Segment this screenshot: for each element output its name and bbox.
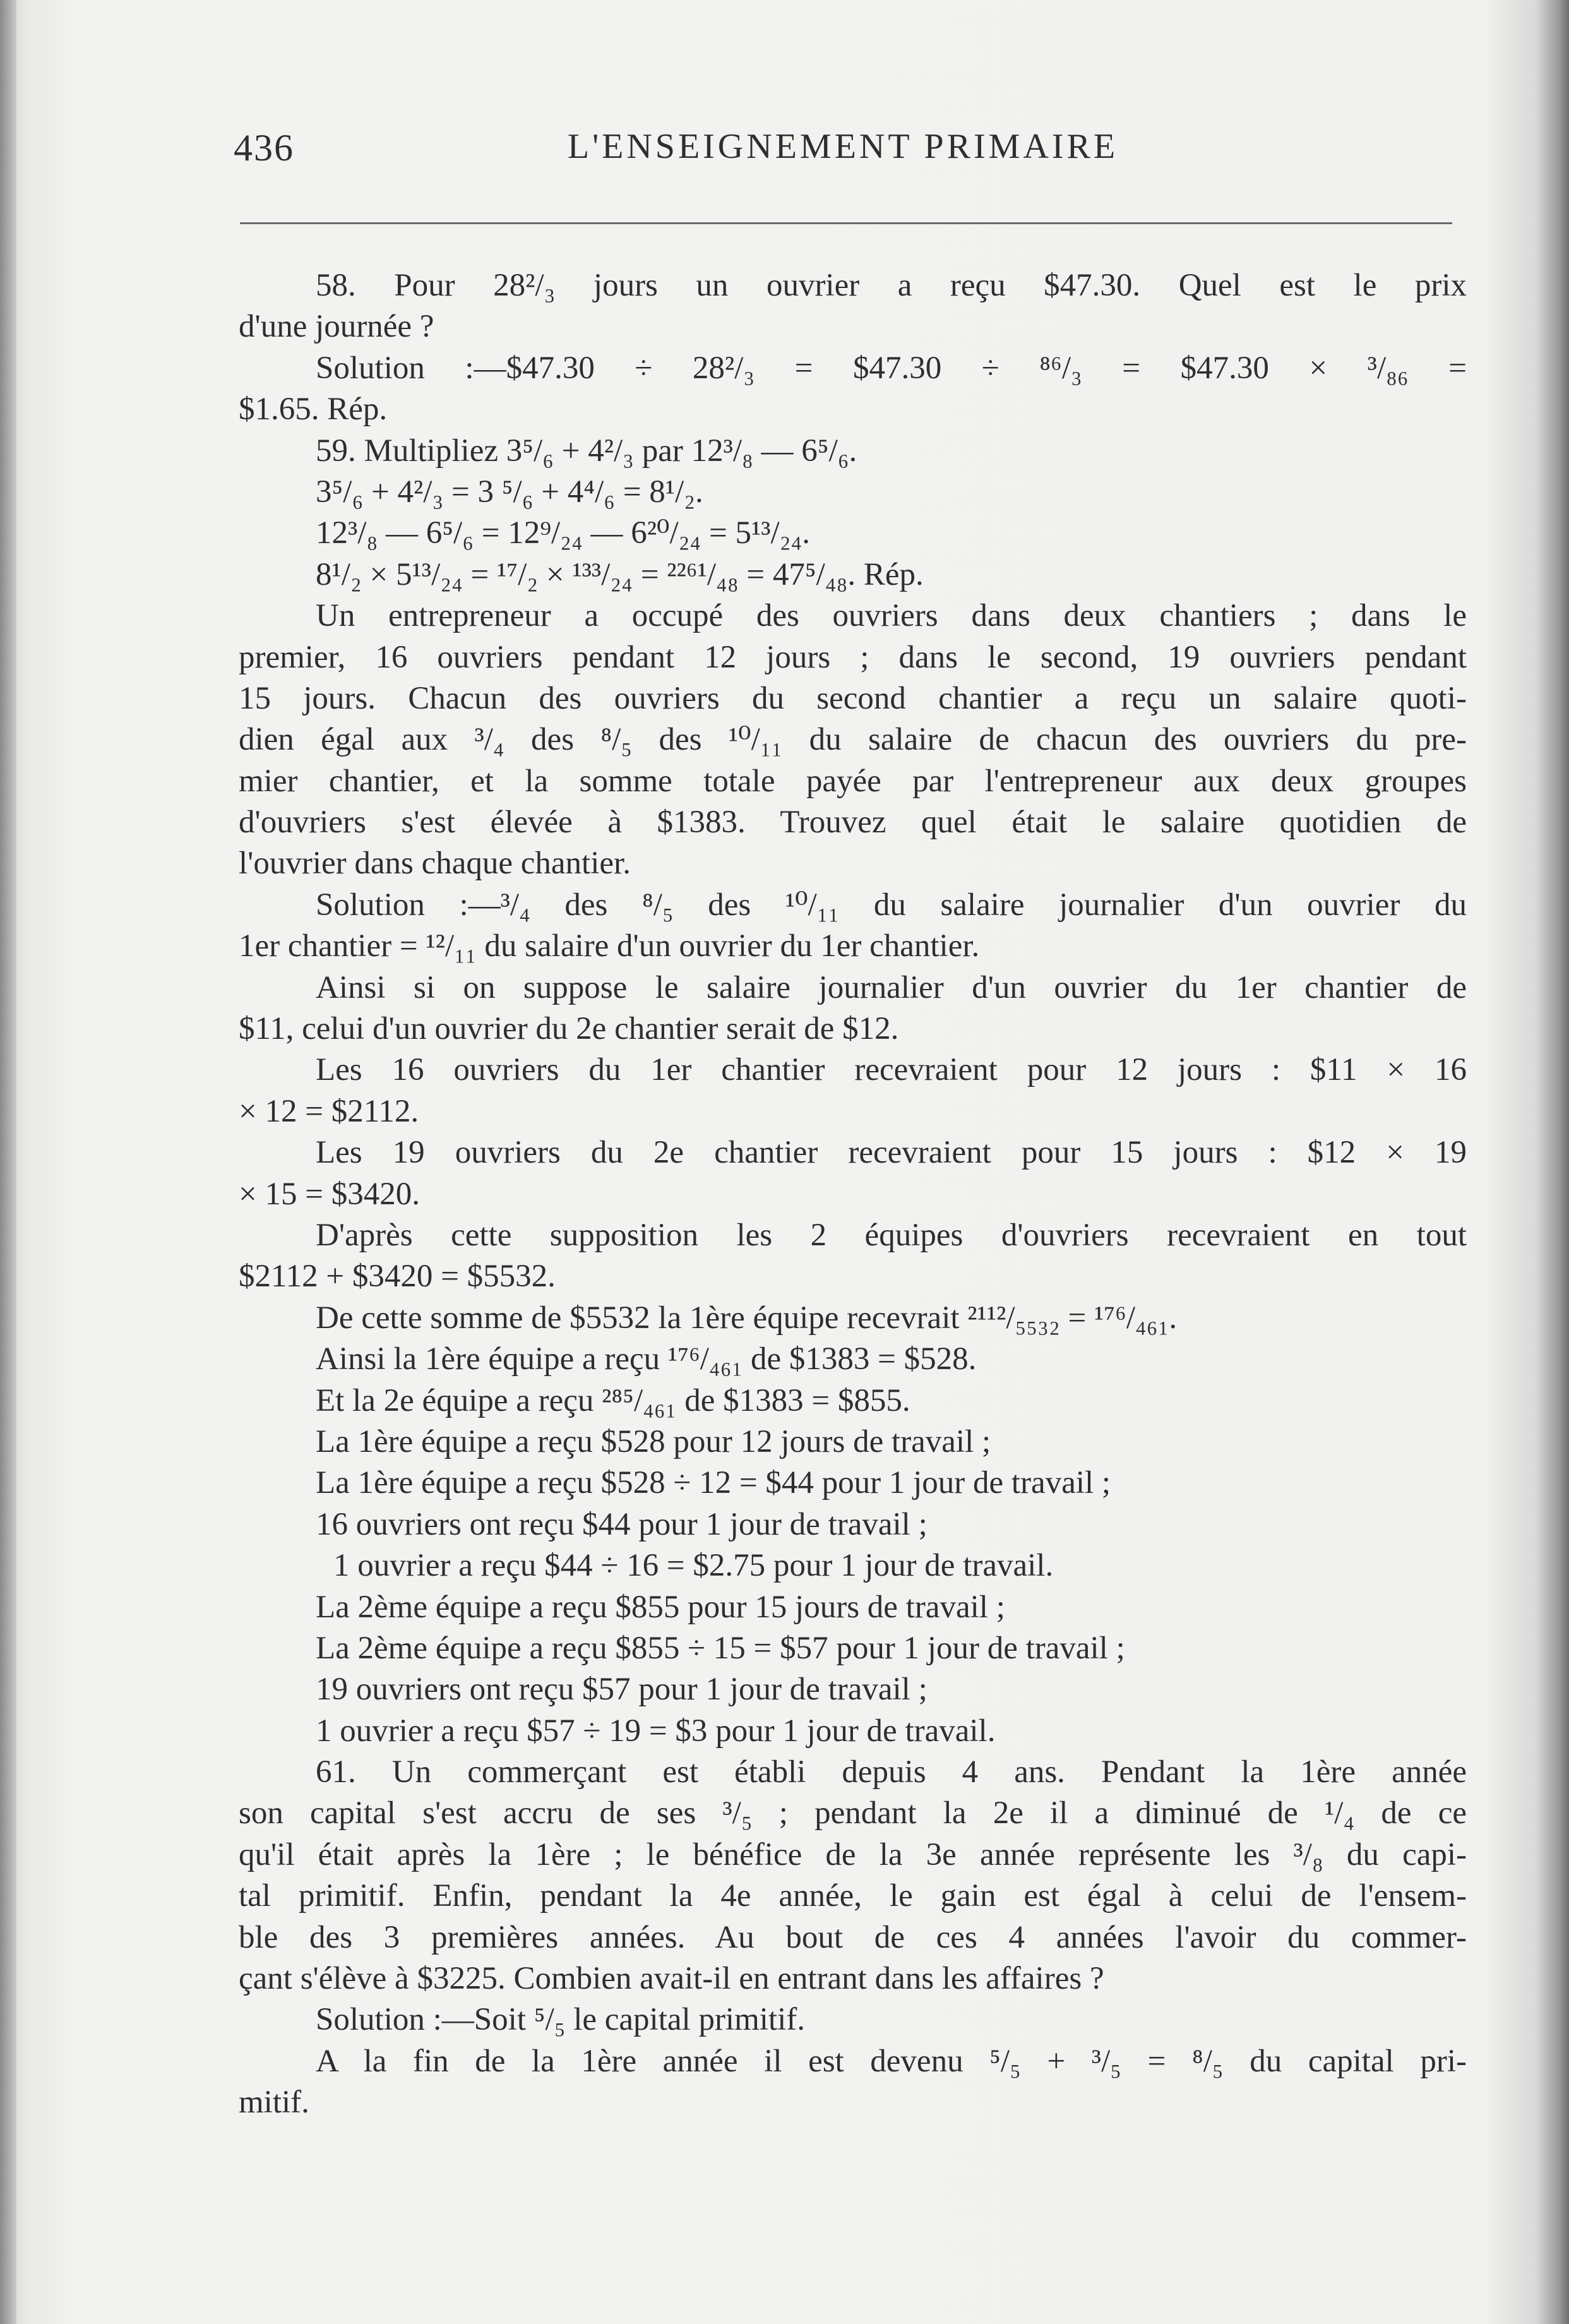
page-number: 436 (234, 127, 294, 169)
text-line: La 2ème équipe a reçu $855 ÷ 15 = $57 pour 1 jour de travail ; (316, 1630, 1125, 1666)
text-line: son capital s'est accru de ses ³/₅ ; pendant la 2e il a diminué de ¹/₄ de ce (239, 1795, 1467, 1831)
text-line: 16 ouvriers ont reçu $44 pour 1 jour de travail ; (316, 1506, 928, 1542)
text-line: Solution :—$47.30 ÷ 28²/₃ = $47.30 ÷ ⁸⁶/₃ = $47.30 × ³/₈₆ = (316, 350, 1467, 386)
text-line: ble des 3 premières années. Au bout de ces 4 années l'avoir du commer- (239, 1919, 1467, 1955)
text-line: $2112 + $3420 = $5532. (239, 1259, 556, 1295)
text-line: premier, 16 ouvriers pendant 12 jours ; dans le second, 19 ouvriers pendant (239, 639, 1467, 675)
text-line: $1.65. Rép. (239, 392, 388, 428)
text-line: mitif. (239, 2085, 309, 2121)
text-line: 1 ouvrier a reçu $44 ÷ 16 = $2.75 pour 1 jour de travail. (333, 1548, 1054, 1584)
text-line: A la fin de la 1ère année il est devenu ⁵/₅ + ³/₅ = ⁸/₅ du capital pri- (316, 2043, 1467, 2079)
binding-shadow-right (1534, 0, 1569, 2324)
text-line: De cette somme de $5532 la 1ère équipe recevrait ²¹¹²/₅₅₃₂ = ¹⁷⁶/₄₆₁. (316, 1300, 1178, 1336)
text-line: 15 jours. Chacun des ouvriers du second chantier a reçu un salaire quoti- (239, 680, 1467, 716)
text-line: × 15 = $3420. (239, 1176, 421, 1212)
text-line: Solution :—Soit ⁵/₅ le capital primitif. (316, 2002, 806, 2038)
text-line: Solution :—³/₄ des ⁸/₅ des ¹⁰/₁₁ du salaire journalier d'un ouvrier du (316, 887, 1467, 923)
page-body (239, 265, 1467, 2124)
text-line: l'ouvrier dans chaque chantier. (239, 846, 631, 882)
text-line: Ainsi si on suppose le salaire journalier d'un ouvrier du 1er chantier de (316, 969, 1467, 1005)
text-line: 8¹/₂ × 5¹³/₂₄ = ¹⁷/₂ × ¹³³/₂₄ = ²²⁶¹/₄₈ = 47⁵/₄₈. Rép. (316, 556, 924, 592)
text-line: La 1ère équipe a reçu $528 pour 12 jours de travail ; (316, 1423, 991, 1459)
text-line: La 1ère équipe a reçu $528 ÷ 12 = $44 pour 1 jour de travail ; (316, 1465, 1111, 1501)
binding-shadow-left (0, 0, 16, 2324)
text-line: × 12 = $2112. (239, 1093, 419, 1129)
text-line: Ainsi la 1ère équipe a reçu ¹⁷⁶/₄₆₁ de $1383 = $528. (316, 1341, 977, 1377)
text-line: $11, celui d'un ouvrier du 2e chantier serait de $12. (239, 1011, 899, 1047)
text-line: 61. Un commerçant est établi depuis 4 ans. Pendant la 1ère année (316, 1754, 1467, 1790)
text-line: Et la 2e équipe a reçu ²⁸⁵/₄₆₁ de $1383 = $855. (316, 1382, 910, 1418)
text-line: mier chantier, et la somme totale payée par l'entrepreneur aux deux groupes (239, 763, 1467, 799)
running-title: L'ENSEIGNEMENT PRIMAIRE (567, 127, 1119, 166)
text-line: Les 19 ouvriers du 2e chantier recevraient pour 15 jours : $12 × 19 (316, 1135, 1467, 1171)
text-line: Les 16 ouvriers du 1er chantier recevraient pour 12 jours : $11 × 16 (316, 1052, 1467, 1088)
text-line: d'ouvriers s'est élevée à $1383. Trouvez quel était le salaire quotidien de (239, 805, 1467, 841)
text-line: 58. Pour 28²/₃ jours un ouvrier a reçu $47.30. Quel est le prix (316, 268, 1467, 303)
text-line: Un entrepreneur a occupé des ouvriers dans deux chantiers ; dans le (316, 598, 1467, 634)
text-line: 59. Multipliez 3⁵/₆ + 4²/₃ par 12³/₈ — 6⁵/₆. (316, 433, 857, 469)
page-header (234, 126, 1452, 183)
text-line: 12³/₈ — 6⁵/₆ = 12⁹/₂₄ — 6²⁰/₂₄ = 5¹³/₂₄. (316, 515, 811, 551)
text-line: çant s'élève à $3225. Combien avait-il en entrant dans les affaires ? (239, 1961, 1104, 1997)
text-line: qu'il était après la 1ère ; le bénéfice de la 3e année représente les ³/₈ du capi- (239, 1836, 1467, 1872)
text-line: 1 ouvrier a reçu $57 ÷ 19 = $3 pour 1 jour de travail. (316, 1713, 996, 1749)
text-line: La 2ème équipe a reçu $855 pour 15 jours de travail ; (316, 1589, 1005, 1625)
header-rule (240, 222, 1452, 224)
text-line: 3⁵/₆ + 4²/₃ = 3 ⁵/₆ + 4⁴/₆ = 8¹/₂. (316, 474, 703, 510)
text-line: d'une journée ? (239, 309, 434, 345)
text-line: 19 ouvriers ont reçu $57 pour 1 jour de travail ; (316, 1672, 928, 1708)
text-line: D'après cette supposition les 2 équipes d'ouvriers recevraient en tout (316, 1217, 1467, 1253)
text-line: dien égal aux ³/₄ des ⁸/₅ des ¹⁰/₁₁ du salaire de chacun des ouvriers du pre- (239, 722, 1467, 758)
text-line: tal primitif. Enfin, pendant la 4e année, le gain est égal à celui de l'ensem- (239, 1878, 1467, 1914)
text-line: 1er chantier = ¹²/₁₁ du salaire d'un ouvrier du 1er chantier. (239, 928, 980, 964)
